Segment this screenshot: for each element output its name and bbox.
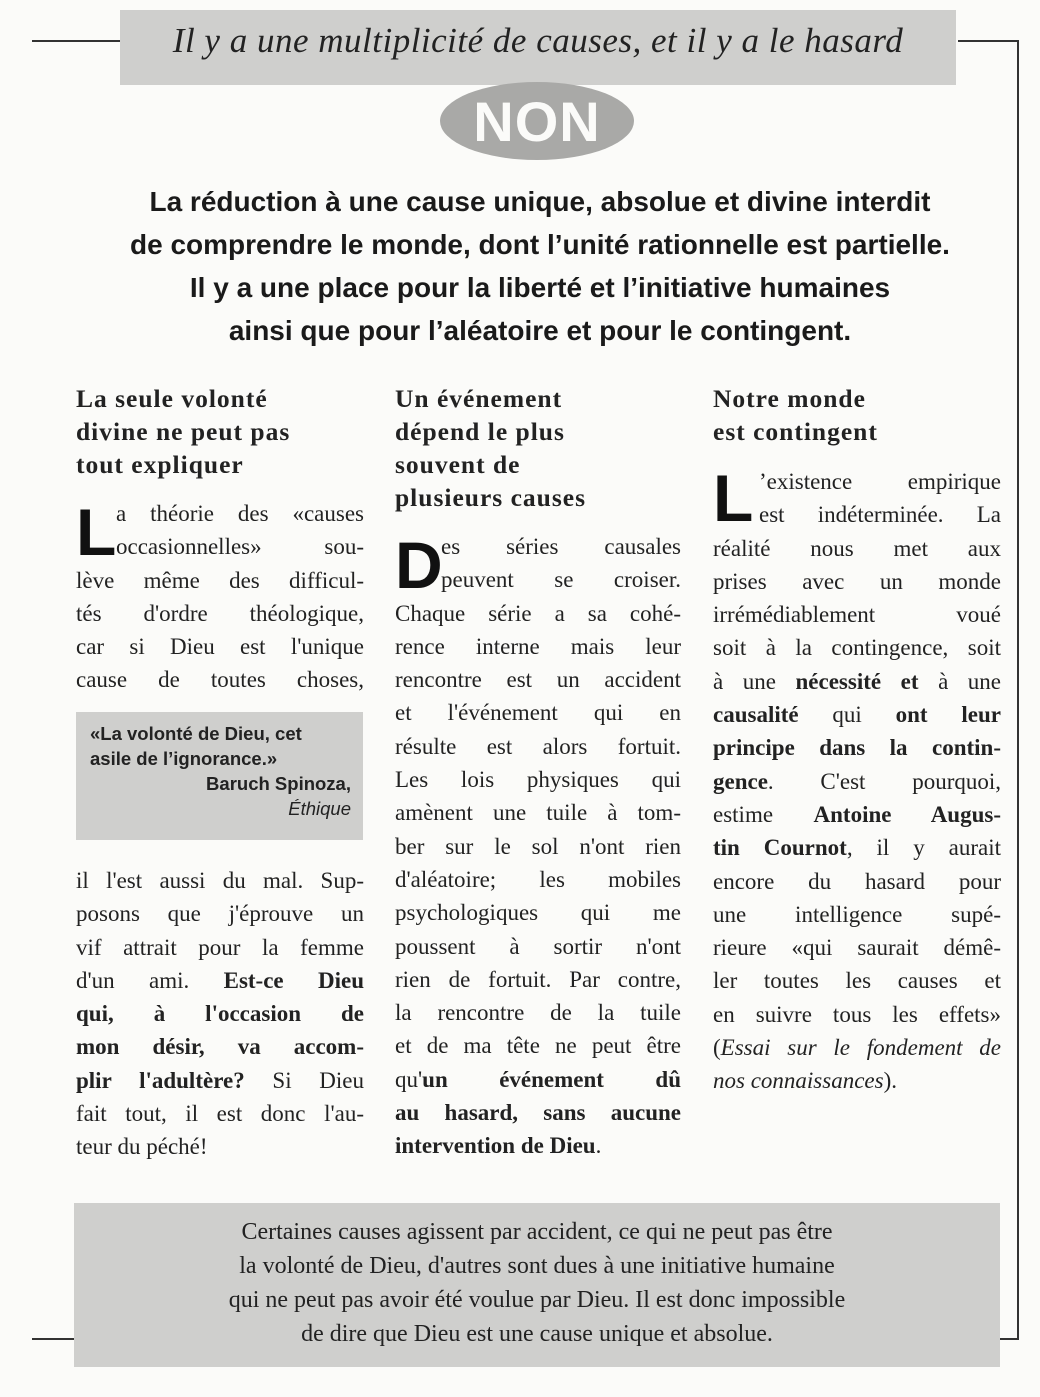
text-line: principe dans la contin- [713, 735, 1001, 761]
title-line: La seule volonté [76, 384, 268, 413]
text-line: rencontre est un accident [395, 667, 681, 693]
text-line: rien de fortuit. Par contre, [395, 966, 681, 992]
title-line: divine ne peut pas [76, 417, 291, 446]
title-line: Notre monde [713, 384, 866, 413]
text-line: réalité nous met aux [713, 535, 1001, 561]
text-line: et de ma tête ne peut être [395, 1033, 681, 1059]
text-line: d'un ami. Est-ce Dieu [76, 967, 364, 993]
text-line: et l'événement qui en [395, 700, 681, 726]
text-line: prises avec un monde [713, 568, 1001, 594]
text-line: soit à la contingence, soit [713, 635, 1001, 661]
text-line: une intelligence supé- [713, 901, 1001, 927]
text-line: tin Cournot, il y aurait [713, 835, 1001, 861]
title-line: plusieurs causes [395, 483, 586, 512]
text-line: fait tout, il est donc l'au- [76, 1101, 364, 1127]
text-line: rence interne mais leur [395, 633, 681, 659]
column-1-title [76, 382, 364, 481]
conclusion-line: Certaines causes agissent par accident, ce qui ne peut pas être [241, 1219, 833, 1245]
column-3-title [713, 382, 1001, 448]
drop-cap: D [395, 528, 443, 602]
text-line: vif attrait pour la femme [76, 934, 364, 960]
conclusion-box [74, 1203, 1000, 1367]
column-1-body-bottom [76, 864, 364, 1164]
column-1-body-top [76, 497, 364, 697]
conclusion-line: la volonté de Dieu, d'autres sont dues à une initiative humaine [239, 1253, 835, 1279]
text-line: lève même des difficul- [76, 567, 364, 593]
quote-author: Baruch Spinoza, [206, 773, 351, 794]
text-line: (Essai sur le fondement de [713, 1035, 1001, 1061]
text-line: plir l'adultère? Si Dieu [76, 1067, 364, 1093]
column-2-title [395, 382, 681, 514]
text-line: Les lois physiques qui [395, 767, 681, 793]
text-line: gence. C'est pourquoi, [713, 768, 1001, 794]
frame-line [958, 40, 1018, 42]
title-line: souvent de [395, 450, 521, 479]
text-line: causalité qui ont leur [713, 702, 1001, 728]
quote-text: «La volonté de Dieu, cet [90, 723, 302, 744]
text-line: posons que j'éprouve un [76, 901, 364, 927]
drop-cap: L [76, 495, 117, 569]
lead-line: de comprendre le monde, dont l’unité rationnelle est partielle. [130, 229, 950, 260]
lead-line: Il y a une place pour la liberté et l’initiative humaines [189, 272, 891, 303]
text-line: ler toutes les causes et [713, 968, 1001, 994]
text-line: intervention de Dieu. [395, 1133, 602, 1159]
column-2 [395, 382, 681, 1163]
quote-text: asile de l’ignorance.» [90, 748, 278, 769]
frame-line [1000, 1338, 1019, 1340]
column-1 [76, 382, 364, 697]
non-badge-label: NON [473, 89, 601, 153]
lead-line: ainsi que pour l’aléatoire et pour le contingent. [228, 315, 852, 346]
title-line: Un événement [395, 384, 563, 413]
text-line: es séries causales [441, 534, 681, 559]
text-line: tés d'ordre théologique, [76, 600, 364, 626]
text-line: d'aléatoire; les mobiles [395, 866, 681, 892]
title-line: est contingent [713, 417, 878, 446]
text-line: en suivre tous les effets» [713, 1001, 1001, 1027]
text-line: au hasard, sans aucune [395, 1100, 681, 1126]
text-line: qui, à l'occasion de [76, 1001, 364, 1027]
quote-work: Éthique [288, 798, 351, 819]
drop-cap: L [713, 461, 754, 535]
text-line: rieure «qui saurait démê- [713, 935, 1001, 961]
text-line: Chaque série a sa cohé- [395, 600, 681, 626]
title-line: dépend le plus [395, 417, 565, 446]
text-line: estime Antoine Augus- [713, 801, 1001, 827]
column-3 [713, 382, 1001, 1098]
text-line: psychologiques qui me [395, 900, 681, 926]
text-line: amènent une tuile à tom- [395, 800, 681, 826]
text-line: peuvent se croiser. [441, 567, 681, 593]
column-2-body [395, 530, 681, 1163]
title-line: tout expliquer [76, 450, 244, 479]
text-line: car si Dieu est l'unique [76, 634, 364, 660]
frame-line [32, 40, 120, 42]
text-line: cause de toutes choses, [76, 667, 364, 693]
conclusion-line: qui ne peut pas avoir été voulue par Dieu. Il est donc impossible [228, 1287, 846, 1313]
text-line: à une nécessité et à une [713, 668, 1002, 694]
page-title: Il y a une multiplicité de causes, et il y a le hasard [172, 20, 904, 60]
text-line: irrémédiablement voué [713, 602, 1001, 628]
text-line: la rencontre de la tuile [395, 1000, 681, 1026]
column-3-body [713, 461, 1002, 1098]
text-line: ’existence empirique [759, 469, 1001, 494]
text-line: mon désir, va accom- [76, 1034, 364, 1060]
text-line: nos connaissances). [713, 1068, 897, 1094]
column-1-continued [76, 864, 364, 1164]
title-band [120, 10, 956, 85]
text-line: occasionnelles» sou- [116, 534, 364, 560]
text-line: encore du hasard pour [713, 868, 1001, 894]
text-line: a théorie des «causes [116, 501, 364, 526]
lead-paragraph [60, 180, 1020, 352]
text-line: il l'est aussi du mal. Sup- [76, 868, 364, 893]
text-line: poussent à sortir n'ont [395, 933, 681, 959]
conclusion-line: de dire que Dieu est une cause unique et absolue. [301, 1321, 773, 1347]
text-line: teur du péché! [76, 1134, 208, 1160]
text-line: résulte est alors fortuit. [395, 733, 681, 759]
frame-line [32, 1338, 74, 1340]
text-line: ber sur le sol n'ont rien [395, 833, 681, 859]
non-badge [440, 82, 634, 160]
text-line: est indéterminée. La [759, 502, 1001, 528]
lead-line: La réduction à une cause unique, absolue et divine interdit [149, 186, 931, 217]
quote-box [76, 712, 363, 840]
text-line: qu'un événement dû [395, 1066, 681, 1092]
